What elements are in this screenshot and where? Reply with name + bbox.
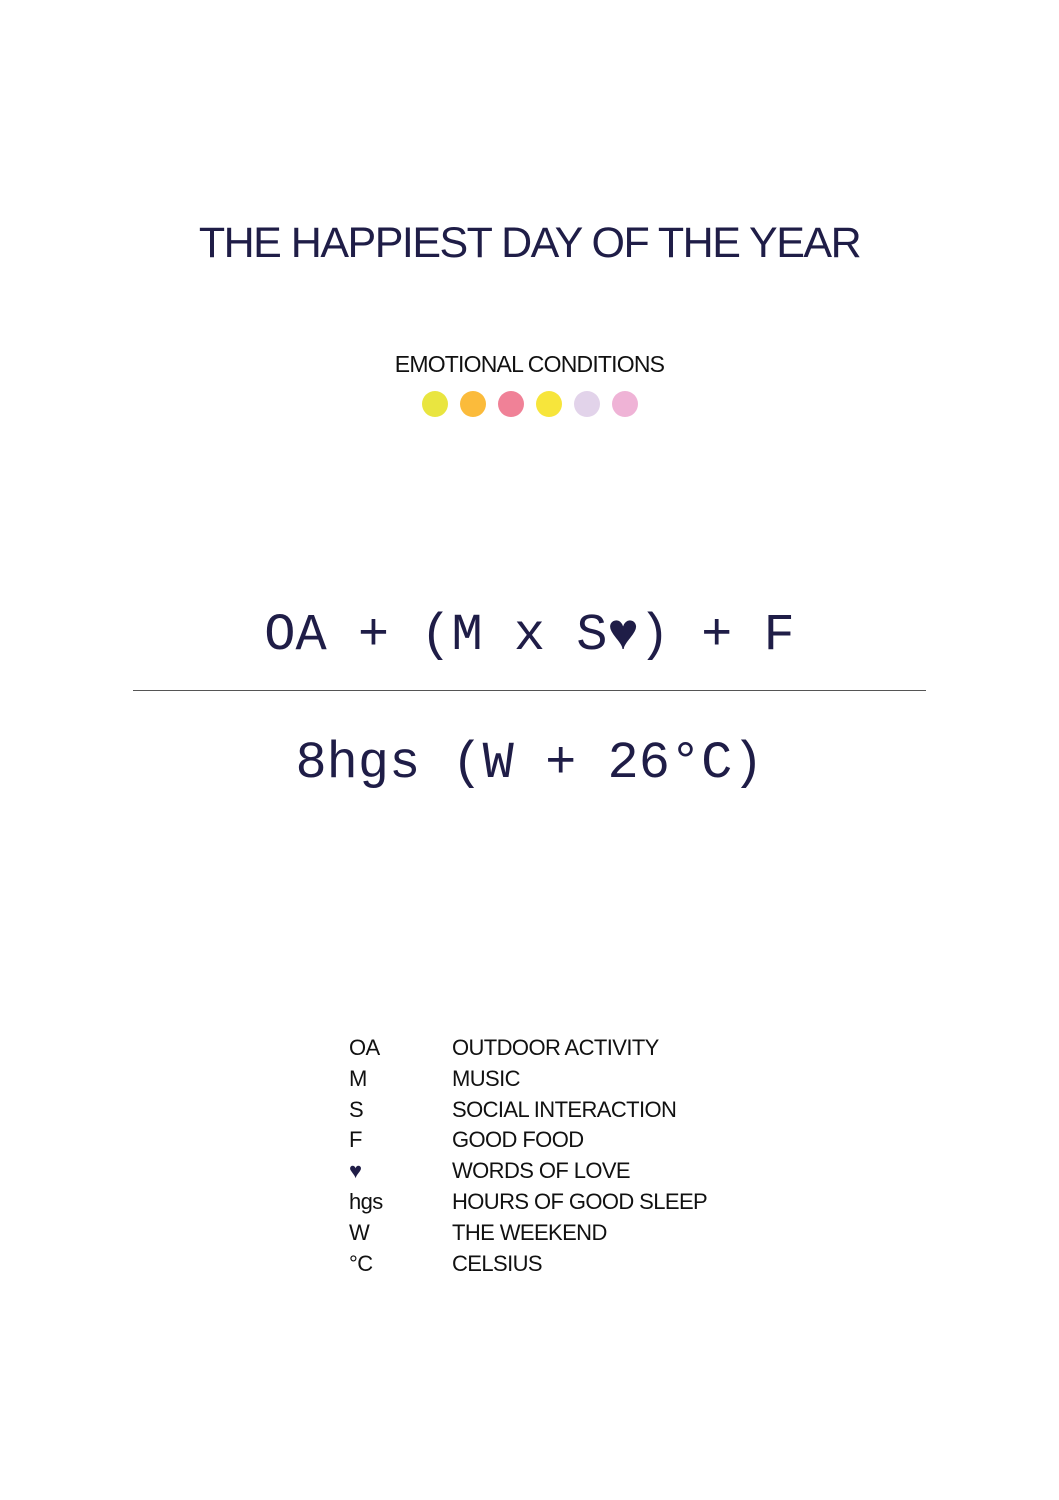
emotional-conditions-heading: EMOTIONAL CONDITIONS [394,351,665,377]
legend-row [349,1095,707,1126]
orange-dot [460,391,486,417]
legend-row [349,1218,707,1249]
emotion-dots [0,391,1059,417]
pink-dot [498,391,524,417]
legend-row [349,1249,707,1280]
legend-meaning: THE WEEKEND [452,1219,607,1245]
lavender-dot [574,391,600,417]
legend-row [349,1125,707,1156]
legend-meaning: OUTDOOR ACTIVITY [452,1035,659,1060]
legend-row [349,1064,707,1095]
legend-symbol: hgs [349,1188,383,1214]
legend-meaning: CELSIUS [452,1250,542,1276]
legend-row [349,1033,707,1064]
legend-symbol: °C [349,1250,373,1276]
legend-row [349,1187,707,1218]
page-title: THE HAPPIEST DAY OF THE YEAR [198,219,861,267]
legend-meaning: HOURS OF GOOD SLEEP [452,1188,708,1214]
legend-symbol: OA [349,1035,380,1060]
heart-icon: ♥ [349,1158,362,1184]
legend-symbol: S [349,1096,364,1122]
legend-row [349,1156,707,1187]
yellow-dot [422,391,448,417]
light-pink-dot [612,391,638,417]
legend-symbol: W [349,1219,370,1245]
legend-symbol: M [349,1065,367,1091]
legend-meaning: WORDS OF LOVE [452,1158,630,1184]
legend-symbol: F [349,1127,362,1153]
fraction-divider [133,690,926,691]
formula-numerator: OA + (M x S♥) + F [264,606,795,665]
yellow-dot-2 [536,391,562,417]
legend [349,1033,707,1279]
legend-meaning: SOCIAL INTERACTION [452,1096,677,1122]
legend-meaning: MUSIC [452,1065,520,1091]
formula-denominator: 8hgs (W + 26°C) [295,734,764,793]
legend-meaning: GOOD FOOD [452,1127,584,1153]
